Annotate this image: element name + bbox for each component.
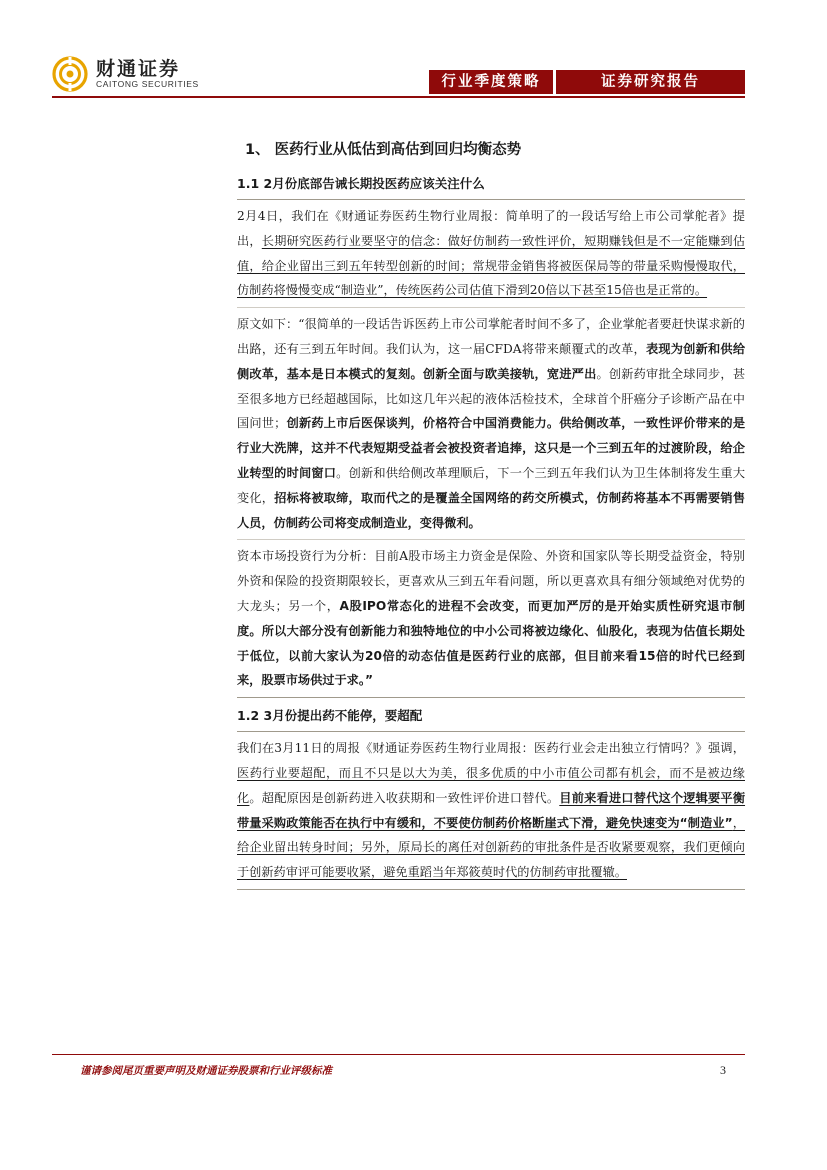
paragraph-1 — [237, 200, 745, 308]
paragraph-4-underlined-b: 医药行业要超配，而且不只是以大为美，很多优质的中小市值公司都有机会，而不是被边缘化 — [237, 765, 745, 805]
company-logo — [52, 56, 199, 92]
paragraph-1-intro: 2月4日，我们在《财通证券医药生物行业周报：简单明了的一段话写给上市公司掌舵者》提出， — [237, 209, 745, 248]
paragraph-3-part-a: 资本市场投资行为分析：目前A股市场主力资金是保险、外资和国家队等长期受益资金，特别外资和保险的投资期限较长，更喜欢从三到五年看问题，所以更喜欢具有细分领域绝对优势的大龙头；另一个， — [237, 549, 745, 613]
paragraph-4-part-a: 我们在3月11日的周报《财通证券医药生物行业周报：医药行业会走出独立行情吗？》强调， — [237, 741, 745, 756]
footer-disclaimer: 谨请参阅尾页重要声明及财通证券股票和行业评级标准 — [80, 1065, 332, 1077]
logo-english-name: CAITONG SECURITIES — [96, 78, 199, 89]
footer-divider — [52, 1054, 745, 1055]
paragraph-2-part-c: 。创新药审批全球同步，甚至很多地方已经超越国际，比如这几年兴起的液体活检技术，全球首个肝癌分子诊断产品在中国问世； — [237, 366, 746, 431]
paragraph-3 — [237, 540, 745, 698]
paragraph-2 — [237, 308, 745, 540]
subsection-heading-1-2: 1.2 3月份提出药不能停，要超配 — [237, 706, 745, 732]
header-divider — [52, 96, 745, 98]
main-content — [237, 130, 745, 890]
paragraph-2-bold-a: 表现为创新和供给侧改革，基本是日本模式的复刻。创新全面与欧美接轨，宽进严出 — [237, 341, 746, 381]
report-type-tag: 证券研究报告 — [556, 70, 745, 94]
paragraph-4 — [237, 732, 745, 890]
caitong-logo-icon — [52, 56, 88, 92]
paragraph-1-underlined: 长期研究医药行业要坚守的信念：做好仿制药一致性评价，短期赚钱但是不一定能赚到估值，给企业留出三到五年转型创新的时间；常规带金销售将被医保局等的带量采购慢慢取代，仿制药将慢慢变成“制造业”，传统医药公司估值下滑到20倍以下甚至15倍也是正常的。 — [237, 233, 746, 298]
report-category-tag: 行业季度策略 — [429, 70, 553, 94]
subsection-heading-1-1: 1.1 2月份底部告诫长期投医药应该关注什么 — [237, 174, 745, 200]
paragraph-2-bold-f: 招标将被取缔，取而代之的是覆盖全国网络的药交所模式，仿制药将基本不再需要销售人员，仿制药公司将变成制造业，变得微利。 — [237, 490, 746, 530]
paragraph-2-part-a: 原文如下：“很简单的一段话告诉医药上市公司掌舵者时间不多了，企业掌舵者要赶快谋求新的出路，还有三到五年时间。我们认为，这一届CFDA将带来颠覆式的改革， — [237, 317, 745, 356]
paragraph-4-bold-d: 目前来看进口替代这个逻辑要平衡带量采购政策能否在执行中有缓和，不要使仿制药价格断崖式下滑，避免快速变为“制造业” — [237, 790, 746, 830]
paragraph-3-bold-b: A股IPO常态化的进程不会改变，而更加严厉的是开始实质性研究退市制度。所以大部分没有创新能力和独特地位的中小公司将被边缘化、仙股化，表现为估值长期处于低位，以前大家认为20倍的动态估值是医药行业的底部，但目前来看15倍的时代已经到来，股票市场供过于求。” — [237, 598, 745, 688]
page-number: 3 — [720, 1063, 726, 1077]
logo-chinese-name: 财通证券 — [96, 57, 181, 80]
paragraph-2-bold-d: 创新药上市后医保谈判，价格符合中国消费能力。供给侧改革，一致性评价带来的是行业大洗牌，这并不代表短期受益者会被投资者追捧，这只是一个三到五年的过渡阶段，给企业转型的时间窗口 — [237, 416, 746, 480]
paragraph-4-underlined-e: ，给企业留出转身时间；另外，原局长的离任对创新药的审批条件是否收紧要观察，我们更倾向于创新药审评可能要收紧，避免重蹈当年郑筱萸时代的仿制药审批覆辙。 — [237, 815, 745, 880]
paragraph-2-part-e: 。创新和供给侧改革理顺后，下一个三到五年我们认为卫生体制将发生重大变化， — [237, 465, 746, 505]
section-heading: 1、 医药行业从低估到高估到回归均衡态势 — [245, 142, 522, 158]
paragraph-4-part-c: 。超配原因是创新药进入收获期和一致性评价进口替代。 — [249, 790, 560, 805]
